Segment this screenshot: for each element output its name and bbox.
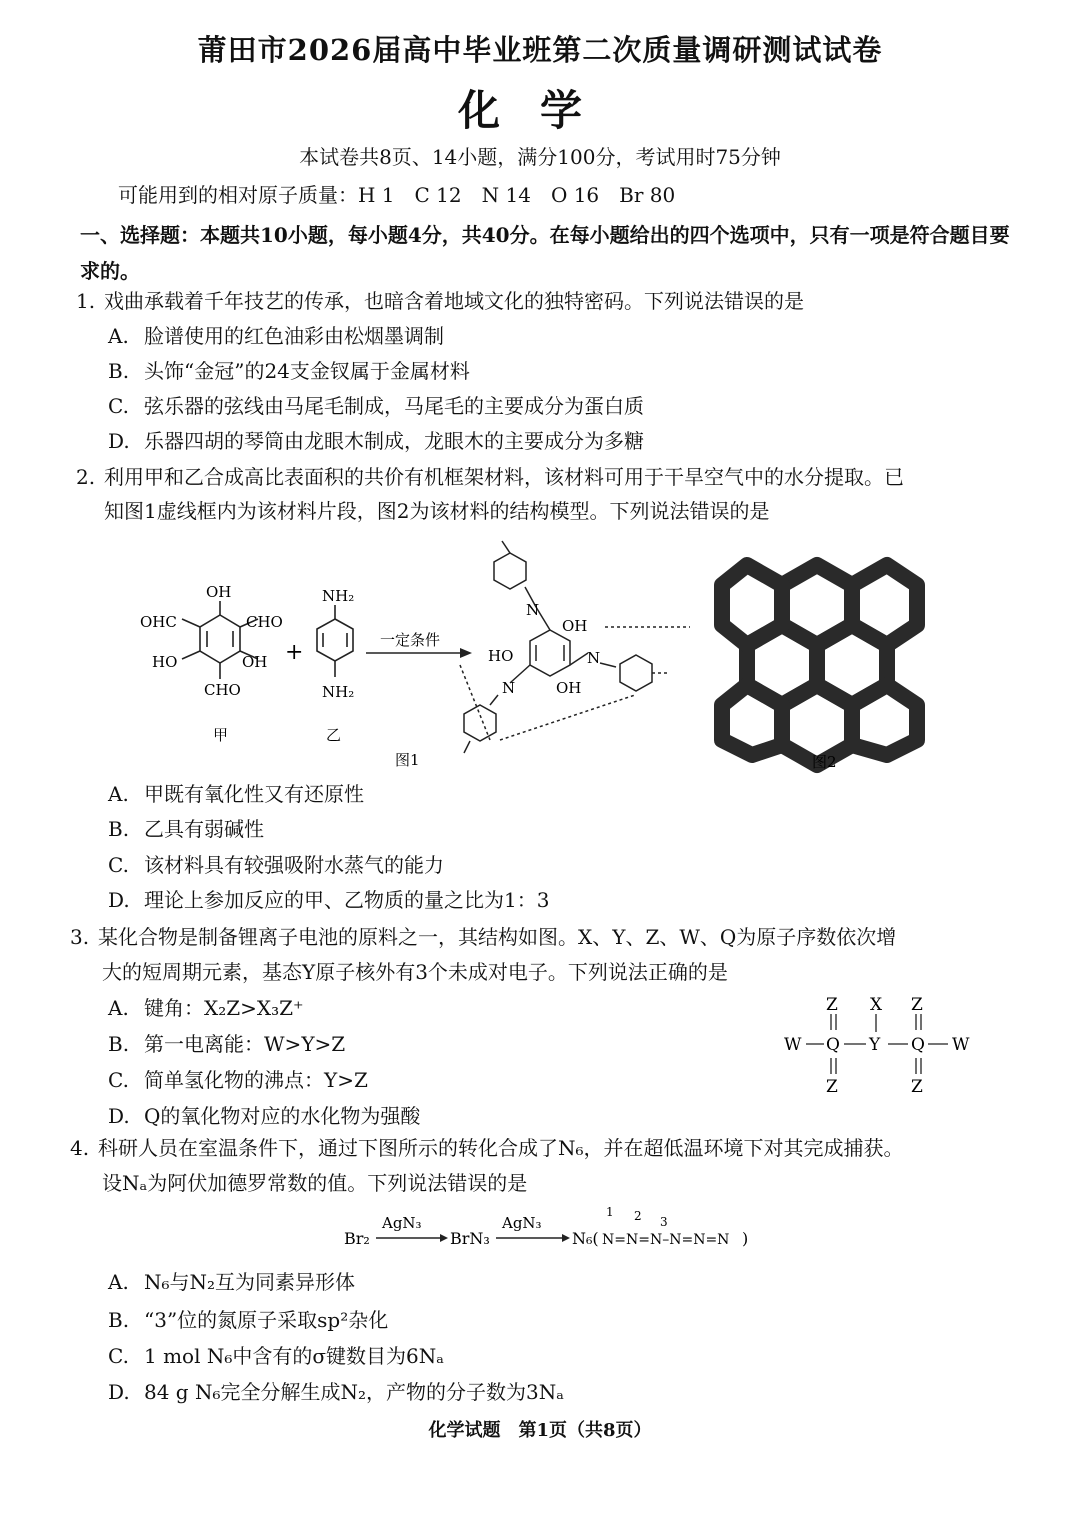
label-nh2-bottom: NH₂ [322, 683, 355, 701]
scheme-arrowhead-2 [562, 1234, 570, 1242]
atom-x-top: X [870, 995, 883, 1015]
label-fig1: 图1 [395, 751, 420, 769]
q4-stem [70, 1131, 904, 1165]
label-fig2: 图2 [812, 753, 837, 771]
q3-number: 3. [70, 925, 90, 949]
q1-stem [76, 284, 804, 318]
q4-option-c: C. 1 mol N₆中含有的σ键数目为6Nₐ [108, 1344, 444, 1368]
atom-q-left: Q [826, 1035, 840, 1055]
scheme-agn3-2: AgN₃ [502, 1214, 542, 1232]
label-cho-right: CHO [246, 613, 283, 631]
figure-1 [130, 535, 690, 775]
q1-option-c: C. 弦乐器的弦线由马尾毛制成，马尾毛的主要成分为蛋白质 [108, 394, 644, 418]
scheme-close-paren: ) [742, 1229, 749, 1248]
label-jia: 甲 [213, 726, 229, 744]
q4-option-d: D. 84 g N₆完全分解生成N₂，产物的分子数为3Nₐ [108, 1380, 564, 1404]
label-oh-top: OH [206, 583, 232, 601]
q4-option-a: A. N₆与N₂互为同素异形体 [108, 1270, 356, 1294]
label-prod-oh2: OH [556, 679, 582, 697]
label-oh-bottom: OH [242, 653, 268, 671]
label-prod-ho: HO [488, 647, 514, 665]
label-ohc: OHC [140, 613, 177, 631]
atom-z-bottom-left: Z [826, 1077, 838, 1097]
atomic-masses: 可能用到的相对原子质量：H 1 C 12 N 14 O 16 Br 80 [118, 183, 676, 207]
scheme-pos2: 2 [634, 1209, 642, 1223]
scheme-pos1: 1 [606, 1206, 614, 1219]
q4-stem-line1: 科研人员在室温条件下，通过下图所示的转化合成了N₆，并在超低温环境下对其完成捕获。 [98, 1136, 904, 1160]
plus-sign: + [285, 640, 304, 665]
q3-option-b: B. 第一电离能：W>Y>Z [108, 1032, 346, 1056]
label-nh2-top: NH₂ [322, 587, 355, 605]
atom-y-center: Y [869, 1035, 881, 1055]
scheme-agn3-1: AgN₃ [382, 1214, 422, 1232]
q2-number: 2. [76, 465, 96, 489]
q3-option-c: C. 简单氢化物的沸点：Y>Z [108, 1068, 368, 1092]
page-footer: 化学试题 第1页（共8页） [428, 1420, 652, 1441]
scheme-brn3: BrN₃ [450, 1229, 490, 1248]
section-heading: 一、选择题：本题共10小题，每小题4分，共40分。在每小题给出的四个选项中，只有一项是符合题目要求的。 [80, 223, 1010, 283]
label-ho: HO [152, 653, 178, 671]
atom-z-top-left: Z [826, 995, 838, 1015]
q3-stem-line2: 大的短周期元素，基态Y原子核外有3个未成对电子。下列说法正确的是 [102, 960, 728, 984]
q4-number: 4. [70, 1136, 90, 1160]
exam-title: 莆田市2026届高中毕业班第二次质量调研测试试卷 [197, 33, 883, 67]
q4-option-b: B. “3”位的氮原子采取sp²杂化 [108, 1308, 389, 1332]
scheme-arrowhead-1 [440, 1234, 448, 1242]
q3-structure [780, 992, 980, 1098]
label-n1: N [526, 601, 540, 619]
label-yi: 乙 [326, 726, 342, 744]
q1-option-d: D. 乐器四胡的琴筒由龙眼木制成，龙眼木的主要成分为多糖 [108, 429, 644, 453]
figure-2 [712, 545, 932, 775]
scheme-n6: N₆( [572, 1229, 599, 1248]
q4-stem-line2: 设Nₐ为阿伏加德罗常数的值。下列说法错误的是 [102, 1171, 528, 1195]
q3-stem [70, 920, 896, 954]
atom-w-right: W [952, 1035, 970, 1055]
subject-title: 化学 [457, 86, 622, 135]
label-n2: N [587, 649, 601, 667]
q2-option-a: A. 甲既有氧化性又有还原性 [108, 782, 364, 806]
label-cho-bottom: CHO [204, 681, 241, 699]
q3-stem-line1: 某化合物是制备锂离子电池的原料之一，其结构如图。X、Y、Z、W、Q为原子序数依次增 [98, 925, 897, 949]
q3-option-a: A. 键角：X₂Z>X₃Z⁺ [108, 996, 304, 1020]
q1-option-b: B. 头饰“金冠”的24支金钗属于金属材料 [108, 359, 470, 383]
q2-stem [76, 460, 904, 494]
q2-stem-line2: 知图1虚线框内为该材料片段，图2为该材料的结构模型。下列说法错误的是 [104, 499, 770, 523]
q4-scheme [340, 1206, 760, 1262]
label-condition: 一定条件 [380, 631, 441, 649]
compound-yi [317, 605, 353, 677]
q2-option-c: C. 该材料具有较强吸附水蒸气的能力 [108, 853, 444, 877]
scheme-pos3: 3 [660, 1215, 668, 1229]
q2-option-b: B. 乙具有弱碱性 [108, 817, 264, 841]
q3-option-d: D. Q的氧化物对应的水化物为强酸 [108, 1104, 421, 1128]
q2-option-d: D. 理论上参加反应的甲、乙物质的量之比为1：3 [108, 888, 550, 912]
q1-option-a: A. 脸谱使用的红色油彩由松烟墨调制 [108, 324, 444, 348]
atom-w-left: W [784, 1035, 802, 1055]
atom-z-top-right: Z [911, 995, 923, 1015]
q2-stem-line1: 利用甲和乙合成高比表面积的共价有机框架材料，该材料可用于干旱空气中的水分提取。已 [104, 465, 904, 489]
reaction-arrowhead [460, 648, 472, 658]
atom-q-right: Q [911, 1035, 925, 1055]
label-n3: N [502, 679, 516, 697]
scheme-br2: Br₂ [344, 1229, 370, 1248]
framework-model [722, 565, 917, 765]
exam-info: 本试卷共8页、14小题，满分100分，考试用时75分钟 [299, 145, 781, 169]
q1-stem-text: 戏曲承载着千年技艺的传承，也暗含着地域文化的独特密码。下列说法错误的是 [104, 289, 804, 313]
atom-z-bottom-right: Z [911, 1077, 923, 1097]
label-prod-oh1: OH [562, 617, 588, 635]
q1-number: 1. [76, 289, 96, 313]
scheme-n6-structure: N=N=N–N=N=N [602, 1232, 730, 1248]
